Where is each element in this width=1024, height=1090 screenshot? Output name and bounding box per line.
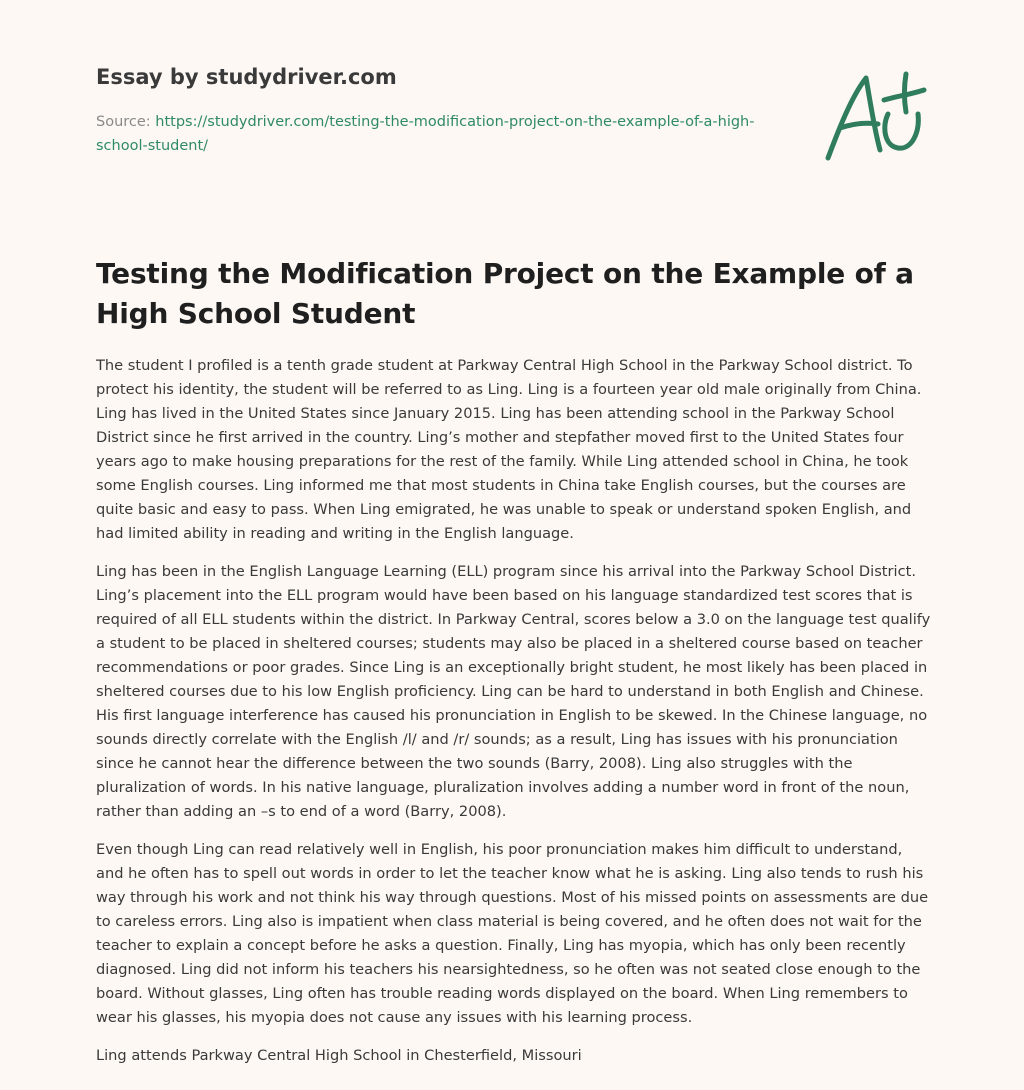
essay-paragraph: Ling has been in the English Language Learning (ELL) program since his arrival into the Parkway School District. Ling’s placement into the ELL program would have been based on his language standardized test scores that is required of all ELL students within the district. In Parkway Central, scores below a 3.0 on the language test qualify a student to be placed in sheltered courses; students may also be placed in a sheltered course based on teacher recommendations or poor grades. Since Ling is an exceptionally bright student, he most likely has been placed in sheltered courses due to his low English proficiency. Ling can be hard to understand in both English and Chinese. His first language interference has caused his pronunciation in English to be skewed. In the Chinese language, no sounds directly correlate with the English /l/ and /r/ sounds; as a result, Ling has issues with his pronunciation since he cannot hear the difference between the two sounds (Barry, 2008). Ling also struggles with the pluralization of words. In his native language, pluralization involves adding a number word in front of the noun, rather than adding an –s to end of a word (Barry, 2008). — [96, 563, 931, 820]
essay-body — [96, 354, 932, 1082]
essay-paragraph: The student I profiled is a tenth grade student at Parkway Central High School in the Parkway School district. To protect his identity, the student will be referred to as Ling. Ling is a fourteen year old male originally from China. Ling has lived in the United States since January 2015. Ling has been attending school in the Parkway School District since he first arrived in the country. Ling’s mother and stepfather moved first to the United States four years ago to make housing preparations for the rest of the family. While Ling attended school in China, he took some English courses. Ling informed me that most students in China take English courses, but the courses are quite basic and easy to pass. When Ling emigrated, he was unable to speak or understand spoken English, and had limited ability in reading and writing in the English language. — [96, 357, 922, 542]
a-plus-icon — [818, 66, 930, 166]
site-brand: Essay by studydriver.com — [96, 65, 397, 89]
site-header — [96, 62, 756, 158]
source-line — [96, 110, 756, 158]
source-label: Source: — [96, 114, 156, 130]
grade-logo — [818, 66, 930, 166]
essay-paragraph: Ling attends Parkway Central High School in Chesterfield, Missouri — [96, 1047, 582, 1064]
essay-paragraph: Even though Ling can read relatively well in English, his poor pronunciation makes him difficult to understand, and he often has to spell out words in order to let the teacher know what he is asking. Ling also tends to rush his way through his work and not think his way through questions. Most of his missed points on assessments are due to careless errors. Ling also is impatient when class material is being covered, and he often does not wait for the teacher to explain a concept before he asks a question. Finally, Ling has myopia, which has only been recently diagnosed. Ling did not inform his teachers his nearsightedness, so he often was not seated close enough to the board. Without glasses, Ling often has trouble reading words displayed on the board. When Ling remembers to wear his glasses, his myopia does not cause any issues with his learning process. — [96, 841, 929, 1026]
source-link[interactable]: https://studydriver.com/testing-the-modification-project-on-the-example-of-a-high-school-student/ — [96, 114, 755, 154]
essay-title: Testing the Modification Project on the Example of a High School Student — [96, 257, 914, 330]
